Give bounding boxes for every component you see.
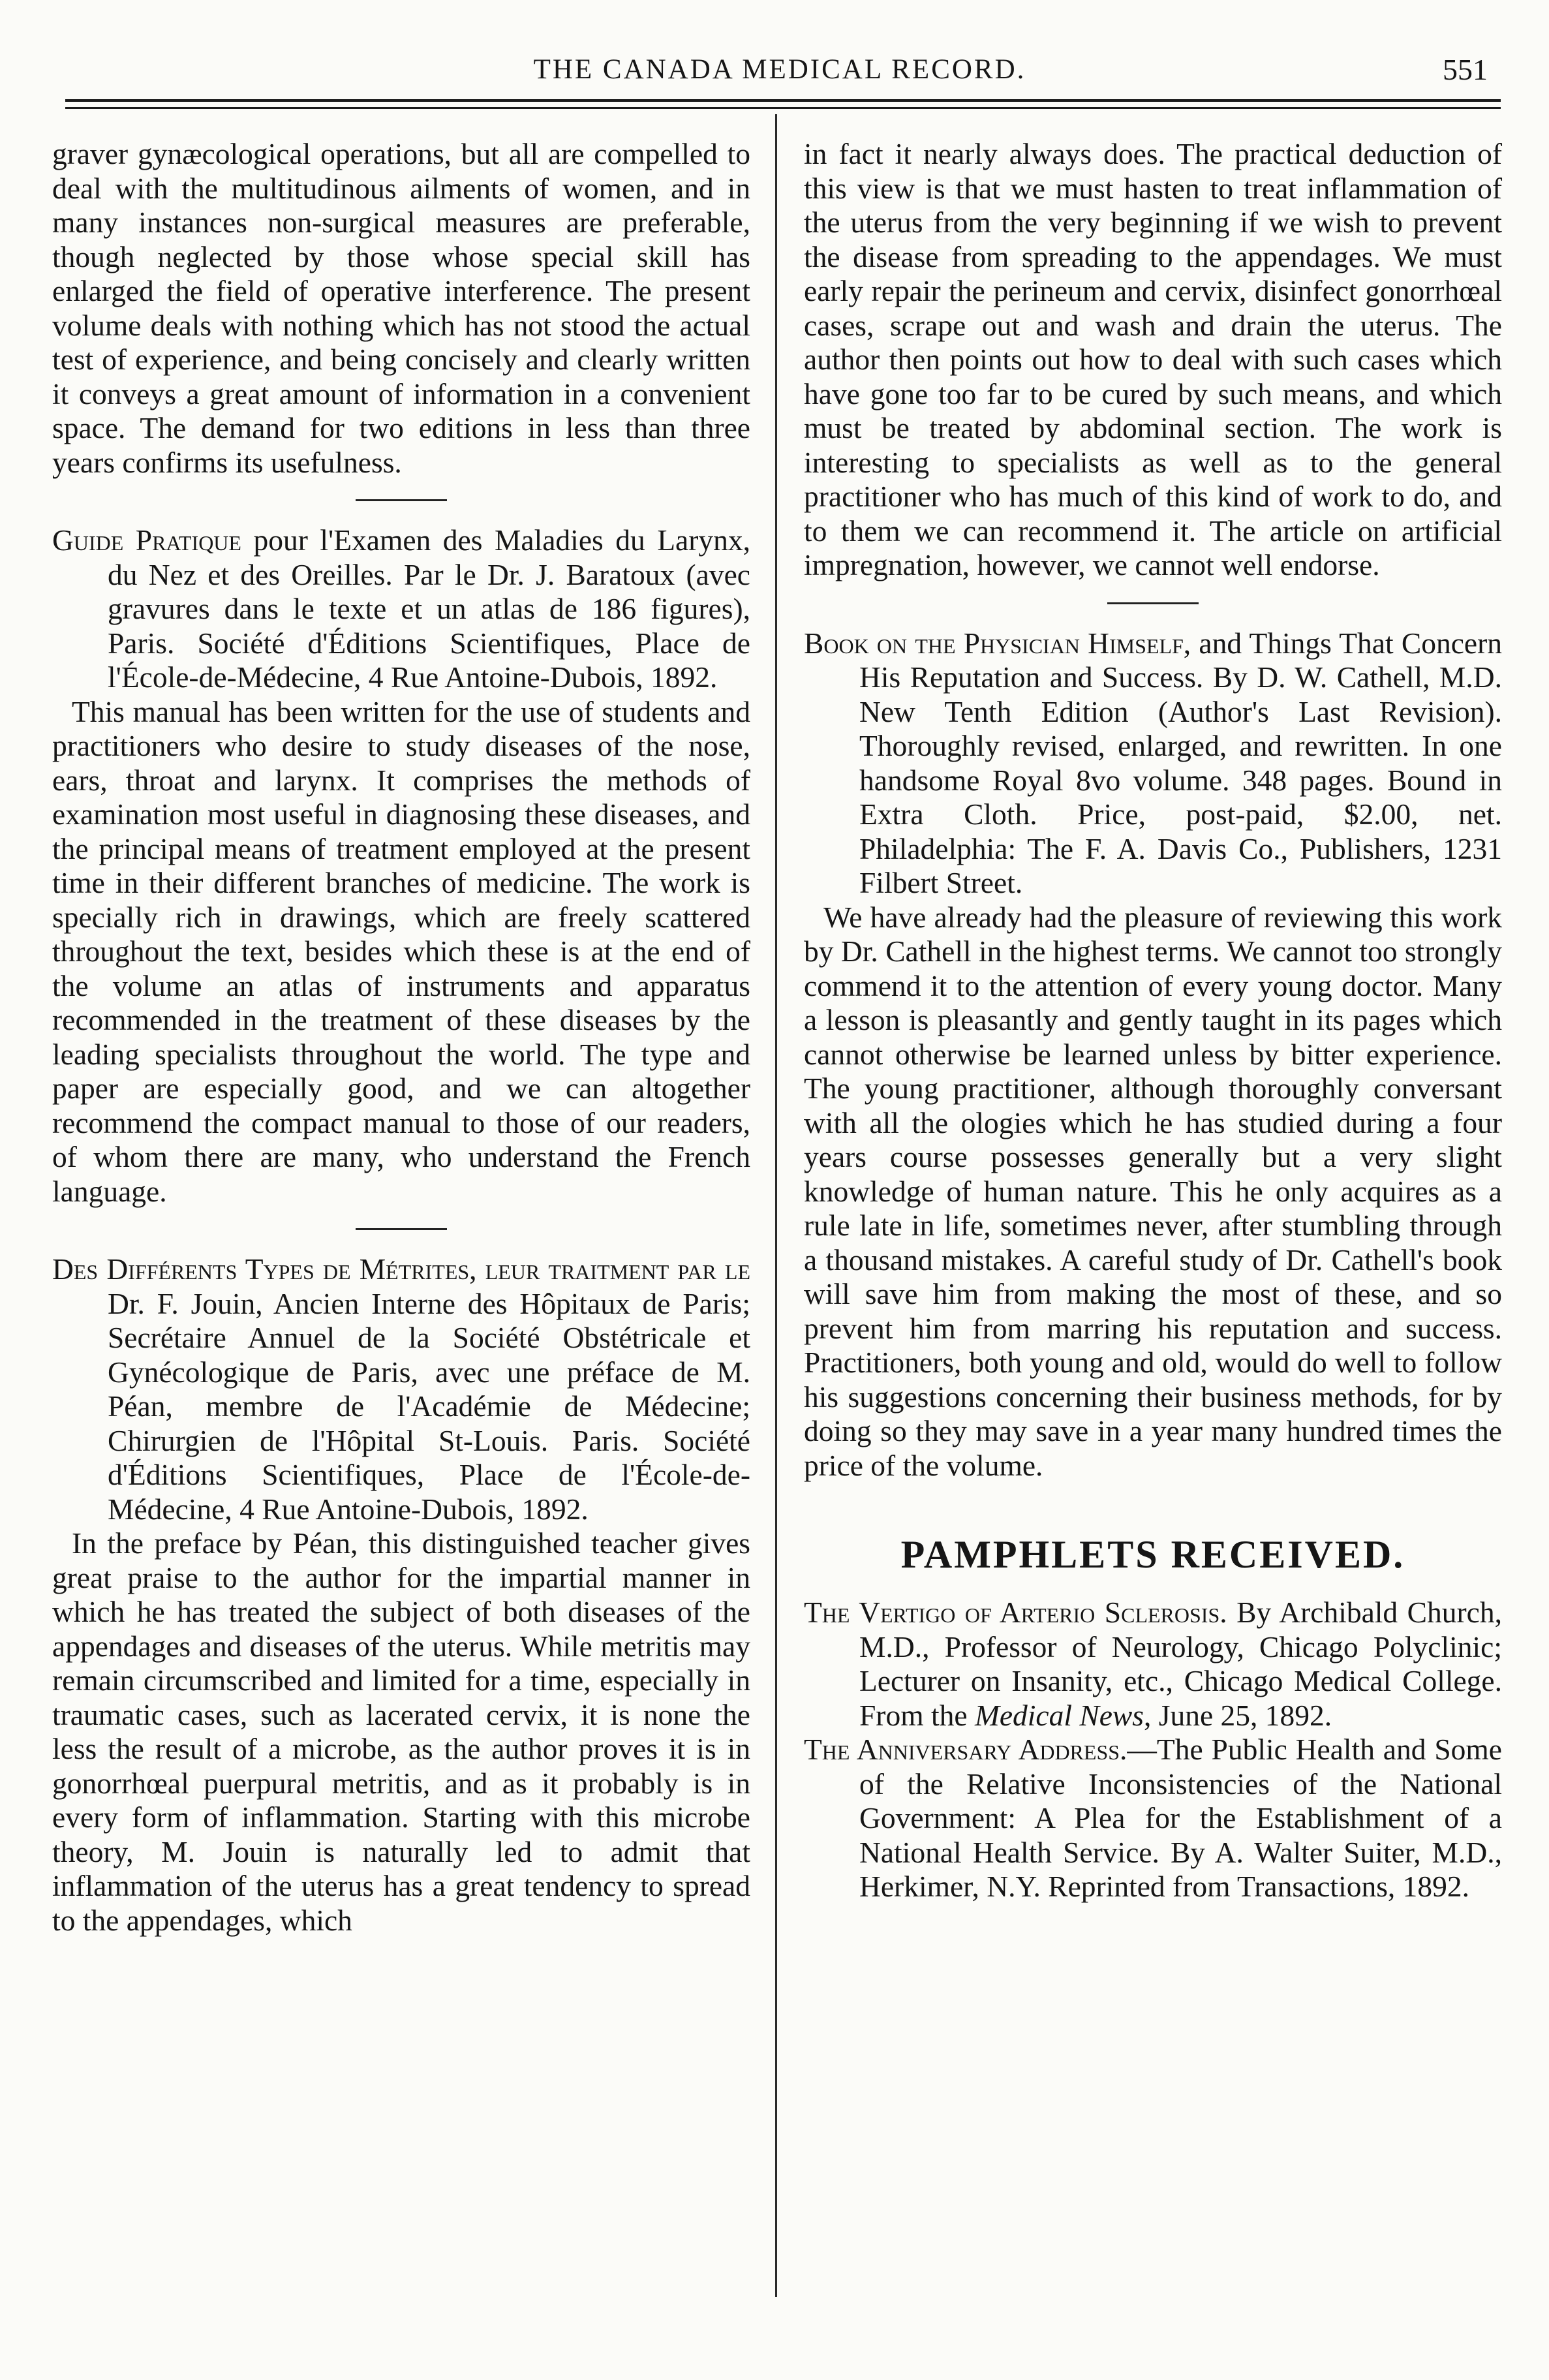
pamphlet-citation: —The Public Health and Some of the Relative Inconsistencies of the National Government: A Plea for the Establishment of a National Health Service. By A. Walter Suiter, M.D., Herkimer, N.Y. Reprinted from Transactions, 1892. [859,1733,1502,1903]
running-title: THE CANADA MEDICAL RECORD. [533,54,1026,85]
page-header [65,54,1494,93]
pamphlet-entry [804,1733,1502,1904]
pamphlet-citation-date: , June 25, 1892. [1144,1698,1332,1732]
header-rule-top [65,99,1501,102]
review-title: Des Différents Types de Métrites, leur traitment par le [52,1252,750,1286]
review-body: In the preface by Péan, this distinguished teacher gives great praise to the author for the impartial manner in which he has treated the subject of both diseases of the appendages and diseases of the uterus. While metritis may remain circumscribed and limited for a time, especially in traumatic cases, such as lacerated cervix, it is none the less the result of a microbe, as the author proves it is in gonorrhœal puerpural metritis, and as it probably is in every form of inflammation. Starting with this microbe theory, M. Jouin is naturally led to admit that inflammation of the uterus has a great tendency to spread to the appendages, which [52,1526,750,1937]
pamphlet-citation: By Archibald Church, M.D., Professor of Neurology, Chicago Polyclinic; Lecturer on Insanity, etc., Chicago Medical College. From the [859,1596,1502,1732]
header-rule-bottom [65,107,1501,109]
pamphlets-heading: PAMPHLETS RECEIVED. [900,1533,1405,1576]
review-citation-text: Dr. F. Jouin, Ancien Interne des Hôpitaux de Paris; Secrétaire Annuel de la Société Obstétricale et Gynécologique de Paris, avec une préface de M. Péan, membre de l'Académie de Médecine; Chirurgien de l'Hôpital St-Louis. Paris. Société d'Éditions Scientifiques, Place de l'École-de-Médecine, 4 Rue Antoine-Dubois, 1892. [108,1286,750,1526]
section-separator [1107,602,1199,604]
review-body: This manual has been written for the use of students and practitioners who desire to study diseases of the nose, ears, throat and larynx. It comprises the methods of examination most useful in diagnosing these diseases, and the principal means of treatment employed at the present time in their different branches of medicine. The work is specially rich in drawings, which are freely scattered throughout the text, besides which these is at the end of the volume an atlas of instruments and apparatus recommended in the treatment of these diseases by the leading specialists throughout the world. The type and paper are especially good, and we can altogether recommend the compact manual to those of our readers, of whom there are many, who understand the French language. [52,694,750,1208]
page-number: 551 [1443,53,1488,86]
right-column [804,137,1502,1904]
review-citation [52,523,750,695]
review-body: We have already had the pleasure of reviewing this work by Dr. Cathell in the highest terms. We cannot too strongly commend it to the attention of every young doctor. Many a lesson is pleasantly and gently taught in its pages which cannot otherwise be learned unless by bitter experience. The young practitioner, although thoroughly conversant with all the ologies which he has studied during a four years course possesses generally but a very slight knowledge of human nature. This he only acquires as a rule late in life, sometimes never, after stumbling through a thousand mistakes. A careful study of Dr. Cathell's book will save him from making the most of these, and so prevent him from marring his reputation and success. Practitioners, both young and old, would do well to follow his suggestions concerning their business methods, for by doing so they may save in a year many hundred times the price of the volume. [804,900,1502,1482]
column-divider [775,114,777,2297]
review-citation [804,626,1502,901]
review-citation [52,1252,750,1526]
pamphlet-journal: Medical News [974,1698,1144,1732]
review-citation-text: and Things That Concern His Reputation and Success. By D. W. Cathell, M.D. New Tenth Edition (Author's Last Revision). Thoroughly revised, enlarged, and rewritten. In one handsome Royal 8vo volume. 348 pages. Bound in Extra Cloth. Price, post-paid, $2.00, net. Philadelphia: The F. A. Davis Co., Publishers, 1231 Filbert Street. [859,626,1503,899]
review-citation-text: pour l'Examen des Maladies du Larynx, du Nez et des Oreilles. Par le Dr. J. Baratoux (avec gravures dans le texte et un atlas de 186 figures), Paris. Société d'Éditions Scientifiques, Place de l'École-de-Médecine, 4 Rue Antoine-Dubois, 1892. [108,523,750,694]
section-separator [356,1228,447,1230]
review-title: Guide Pratique [52,523,241,557]
pamphlet-title: The Anniversary Address. [804,1733,1127,1766]
pamphlet-title: The Vertigo of Arterio Sclerosis. [804,1596,1227,1629]
left-column [52,137,750,1938]
section-separator [356,499,447,501]
continued-review-paragraph: graver gynæcological operations, but all are compelled to deal with the multitudinous ailments of women, and in many instances non-surgical measures are preferable, though neglected by those whose special skill has enlarged the field of operative interference. The present volume deals with nothing which has not stood the actual test of experience, and being concisely and clearly written it conveys a great amount of information in a convenient space. The demand for two editions in less than three years confirms its usefulness. [52,137,750,479]
continued-review-paragraph: in fact it nearly always does. The practical deduction of this view is that we must hasten to treat inflammation of the uterus from the very beginning if we wish to prevent the disease from spreading to the appendages. We must early repair the perineum and cervix, disinfect gonorrhœal cases, scrape out and wash and drain the uterus. The author then points out how to deal with such cases which have gone too far to be cured by such means, and which must be treated by abdominal section. The work is interesting to specialists as well as to the general practitioner who has much of this kind of work to do, and to them we can recommend it. The article on artificial impregnation, however, we cannot well endorse. [804,137,1502,581]
review-title: Book on the Physician Himself, [804,626,1191,660]
pamphlet-entry [804,1596,1502,1733]
